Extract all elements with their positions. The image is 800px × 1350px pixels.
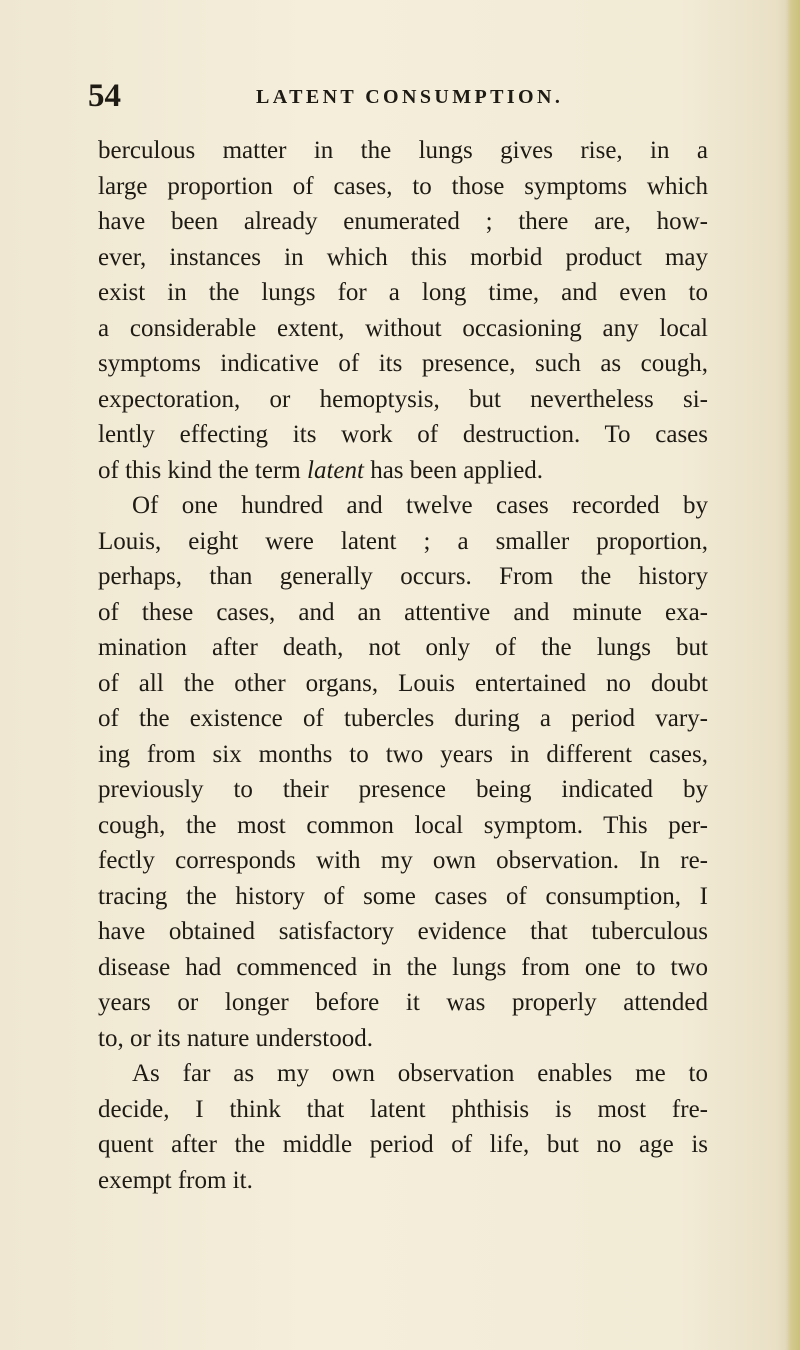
text-line: years or longer before it was properly attended	[98, 989, 708, 1016]
text-line: mination after death, not only of the lungs but	[98, 634, 708, 661]
text-line: of the existence of tubercles during a period vary-	[98, 705, 708, 732]
text-line: tracing the history of some cases of consumption, I	[98, 882, 708, 910]
text-line: fectly corresponds with my own observation. In re-	[98, 847, 708, 874]
text-line: of these cases, and an attentive and minute exa-	[98, 598, 708, 626]
text-line: previously to their presence being indicated by	[98, 776, 708, 803]
text-line: cough, the most common local symptom. This per-	[98, 811, 708, 839]
italic-term: latent	[307, 456, 364, 484]
text-line: symptoms indicative of its presence, such as cough,	[98, 350, 708, 377]
text-line: to, or its nature understood.	[98, 1024, 373, 1052]
text-line: perhaps, than generally occurs. From the history	[98, 563, 708, 590]
text-line: a considerable extent, without occasioning any local	[98, 314, 708, 342]
text-line: have been already enumerated ; there are, how-	[98, 208, 708, 235]
text-line: lently effecting its work of destruction. To cases	[98, 421, 708, 448]
text-line: exempt from it.	[98, 1166, 253, 1194]
page-edge	[786, 0, 800, 1350]
text-line: large proportion of cases, to those symptoms which	[98, 172, 708, 200]
text-segment: of this kind the term	[98, 456, 301, 484]
text-line: Of one hundred and twelve cases recorded by	[132, 492, 708, 519]
text-line: decide, I think that latent phthisis is most fre-	[98, 1095, 708, 1123]
text-line: ever, instances in which this morbid product may	[98, 243, 708, 271]
text-line: expectoration, or hemoptysis, but nevertheless si-	[98, 385, 708, 413]
text-line: disease had commenced in the lungs from one to two	[98, 953, 708, 981]
text-line: of all the other organs, Louis entertained no doubt	[98, 669, 708, 697]
text-line: Louis, eight were latent ; a smaller proportion,	[98, 527, 708, 555]
text-line: berculous matter in the lungs gives rise, in a	[98, 137, 708, 164]
page-number: 54	[88, 78, 121, 114]
running-head: LATENT CONSUMPTION.	[256, 86, 564, 108]
text-line	[98, 453, 708, 489]
text-line: exist in the lungs for a long time, and even to	[98, 279, 708, 306]
page-header	[88, 78, 708, 114]
text-segment: has been applied.	[370, 456, 544, 484]
text-line: As far as my own observation enables me to	[132, 1060, 708, 1087]
text-line: quent after the middle period of life, but no age is	[98, 1131, 708, 1158]
body-text	[98, 133, 708, 1198]
text-line: ing from six months to two years in different cases,	[98, 740, 708, 768]
text-line: have obtained satisfactory evidence that tuberculous	[98, 918, 708, 945]
